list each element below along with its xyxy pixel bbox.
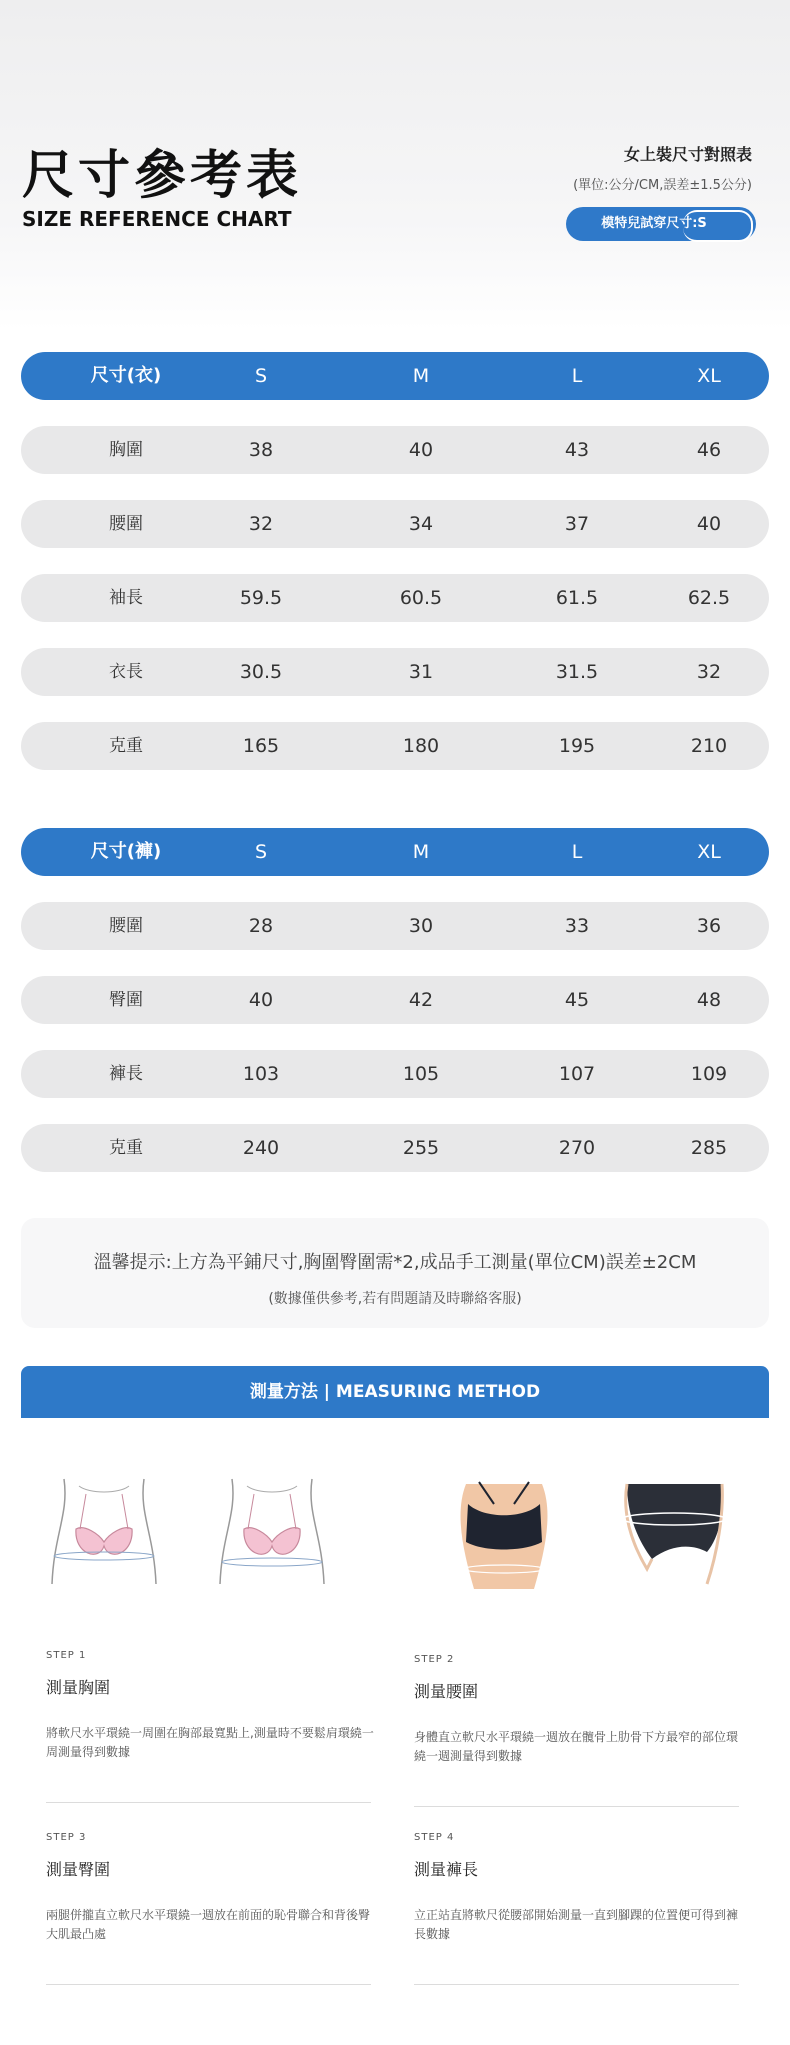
header-cell: L (571, 841, 583, 863)
page-title: 尺寸參考表 (22, 146, 303, 206)
table-cell: 165 (242, 735, 280, 757)
step-title: 測量胸圍 (46, 1678, 111, 1697)
table-header-row (21, 352, 769, 400)
underbust-measure-illustration (212, 1474, 332, 1599)
step-title: 測量褲長 (414, 1860, 479, 1879)
table-cell: 109 (690, 1063, 728, 1085)
step-3 (46, 1832, 376, 1985)
table-cell: 45 (564, 989, 590, 1011)
table-cell: 180 (402, 735, 440, 757)
table-row (21, 500, 769, 548)
row-label: 臀圍 (109, 990, 143, 1010)
step-description: 身體直立軟尺水平環繞一週放在髖骨上肋骨下方最窄的部位環繞一週測量得到數據 (414, 1730, 739, 1763)
row-label: 胸圍 (109, 440, 143, 460)
header-cell: XL (697, 365, 721, 387)
table-cell: 40 (248, 989, 274, 1011)
table-cell: 195 (558, 735, 596, 757)
step-number: STEP 3 (46, 1832, 87, 1843)
table-cell: 210 (690, 735, 728, 757)
divider (414, 1984, 739, 1985)
header-cell: S (254, 365, 268, 387)
hip-measure-illustration (612, 1474, 732, 1599)
table-cell: 36 (696, 915, 722, 937)
table-cell: 43 (564, 439, 590, 461)
divider (46, 1802, 371, 1803)
table-cell: 240 (242, 1137, 280, 1159)
table-cell: 103 (242, 1063, 280, 1085)
step-number: STEP 2 (414, 1654, 455, 1665)
table-cell: 48 (696, 989, 722, 1011)
step-2 (414, 1654, 744, 1807)
table-row (21, 722, 769, 770)
row-label: 克重 (109, 736, 143, 756)
row-label: 克重 (109, 1138, 143, 1158)
table-row (21, 426, 769, 474)
table-cell: 59.5 (239, 587, 283, 609)
top-size-table (21, 352, 769, 796)
row-label: 衣長 (109, 662, 143, 682)
table-row (21, 648, 769, 696)
model-size-badge: 模特兒試穿尺寸:S (566, 207, 756, 241)
divider (414, 1806, 739, 1807)
table-cell: 30.5 (239, 661, 283, 683)
step-title: 測量臀圍 (46, 1860, 111, 1879)
divider (46, 1984, 371, 1985)
table-cell: 46 (696, 439, 722, 461)
step-description: 將軟尺水平環繞一周圍在胸部最寬點上,測量時不要鬆肩環繞一周測量得到數據 (46, 1726, 374, 1759)
table-cell: 60.5 (399, 587, 443, 609)
header-cell: L (571, 365, 583, 387)
row-label: 腰圍 (109, 514, 143, 534)
tip-box (21, 1218, 769, 1328)
step-1 (46, 1650, 376, 1803)
step-title: 測量腰圍 (414, 1682, 479, 1701)
table-cell: 28 (248, 915, 274, 937)
table-row (21, 976, 769, 1024)
table-row (21, 574, 769, 622)
tip-text: 溫馨提示:上方為平鋪尺寸,胸圍臀圍需*2,成品手工測量(單位CM)誤差±2CM (93, 1252, 697, 1273)
table-cell: 61.5 (555, 587, 599, 609)
step-description: 立正站直將軟尺從腰部開始測量一直到腳踝的位置便可得到褲長數據 (414, 1908, 739, 1941)
step-4 (414, 1832, 744, 1985)
table-cell: 270 (558, 1137, 596, 1159)
table-cell: 37 (564, 513, 590, 535)
unit-note: (單位:公分/CM,誤差±1.5公分) (573, 178, 752, 193)
header-cell: S (254, 841, 268, 863)
table-cell: 255 (402, 1137, 440, 1159)
table-cell: 31.5 (555, 661, 599, 683)
table-cell: 33 (564, 915, 590, 937)
table-cell: 105 (402, 1063, 440, 1085)
step-number: STEP 1 (46, 1650, 87, 1661)
row-label: 袖長 (109, 588, 143, 608)
tip-note: (數據僅供參考,若有問題請及時聯絡客服) (268, 1291, 522, 1307)
table-header-row (21, 828, 769, 876)
table-cell: 38 (248, 439, 274, 461)
waist-measure-illustration (444, 1474, 564, 1599)
table-row (21, 1050, 769, 1098)
step-number: STEP 4 (414, 1832, 455, 1843)
table-cell: 31 (408, 661, 434, 683)
table-row (21, 1124, 769, 1172)
header-cell: XL (697, 841, 721, 863)
table-cell: 30 (408, 915, 434, 937)
table-cell: 34 (408, 513, 434, 535)
table-cell: 62.5 (687, 587, 731, 609)
table-row (21, 902, 769, 950)
row-label: 腰圍 (109, 916, 143, 936)
header-cell: 尺寸(褲) (90, 841, 162, 862)
bottom-size-table (21, 828, 769, 1198)
header-info (573, 142, 752, 193)
step-description: 兩腿併攏直立軟尺水平環繞一週放在前面的恥骨聯合和背後臀大肌最凸處 (46, 1908, 371, 1941)
page-title-english: SIZE REFERENCE CHART (22, 207, 292, 231)
header-cell: 尺寸(衣) (90, 365, 162, 386)
row-label: 褲長 (109, 1064, 143, 1084)
table-cell: 42 (408, 989, 434, 1011)
chart-subtitle: 女上裝尺寸對照表 (623, 145, 752, 164)
bust-measure-illustration (44, 1474, 164, 1599)
header-cell: M (412, 365, 430, 387)
table-cell: 40 (696, 513, 722, 535)
table-cell: 285 (690, 1137, 728, 1159)
header-cell: M (412, 841, 430, 863)
measuring-method-header: 測量方法 | MEASURING METHOD (21, 1366, 769, 1418)
table-cell: 32 (696, 661, 722, 683)
table-cell: 32 (248, 513, 274, 535)
table-cell: 40 (408, 439, 434, 461)
table-cell: 107 (558, 1063, 596, 1085)
